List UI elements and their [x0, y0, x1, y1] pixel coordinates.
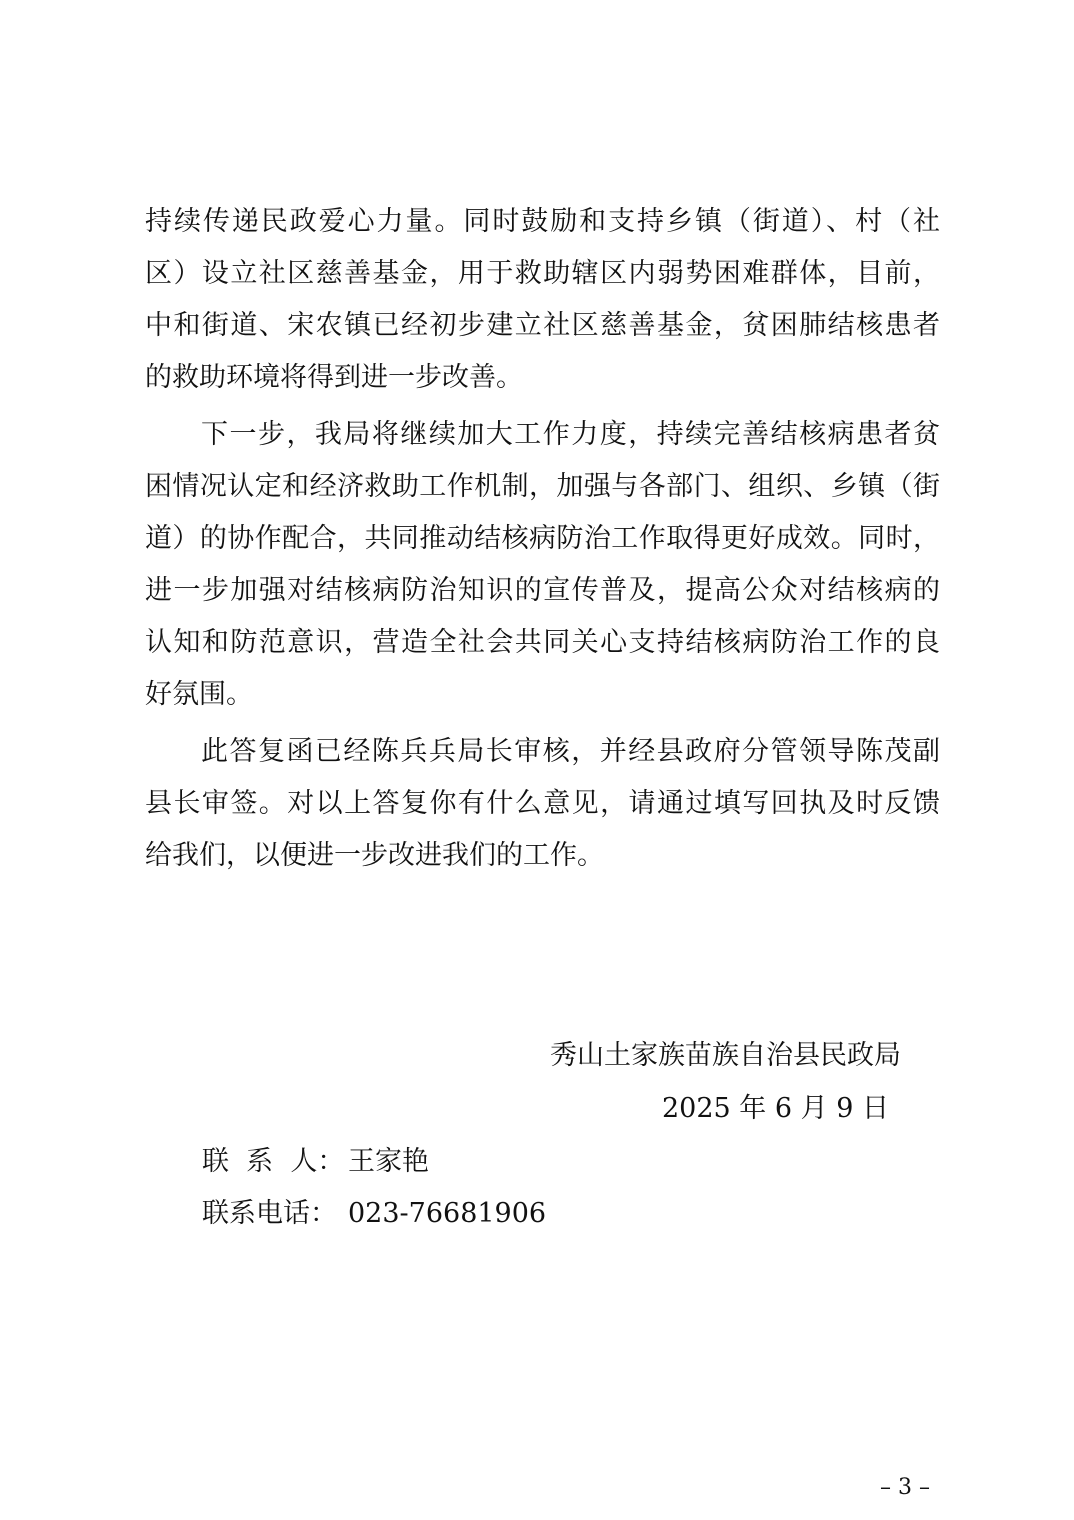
contact-person-name: 王家艳: [348, 1146, 429, 1177]
text-line: 困情况认定和经济救助工作机制，加强与各部门、组织、乡镇（街: [145, 471, 940, 502]
text-line: 区）设立社区慈善基金，用于救助辖区内弱势困难群体，目前，: [145, 258, 940, 289]
signing-organization: 秀山土家族苗族自治县民政局: [550, 1040, 901, 1071]
text-line: 进一步加强对结核病防治知识的宣传普及，提高公众对结核病的: [145, 575, 940, 606]
contact-person-row: [202, 1136, 702, 1188]
contact-phone-number: 023-76681906: [348, 1198, 547, 1229]
text-line: 下一步，我局将继续加大工作力度，持续完善结核病患者贫: [201, 419, 940, 450]
text-line: 认知和防范意识，营造全社会共同关心支持结核病防治工作的良: [145, 627, 940, 658]
signing-date: 2025 年 6 月 9 日: [662, 1093, 889, 1124]
paragraph-2: [145, 409, 940, 721]
text-line: 县长审签。对以上答复你有什么意见，请通过填写回执及时反馈: [145, 788, 940, 819]
contact-person-label: 联 系 人：: [202, 1146, 345, 1177]
text-line: 好氛围。: [145, 679, 253, 710]
letter-body: [145, 196, 940, 882]
paragraph-3: [145, 726, 940, 882]
text-line: 中和街道、宋农镇已经初步建立社区慈善基金，贫困肺结核患者: [145, 310, 940, 341]
text-line: 持续传递民政爱心力量。同时鼓励和支持乡镇（街道）、村（社: [145, 206, 940, 237]
text-line: 道）的协作配合，共同推动结核病防治工作取得更好成效。同时，: [145, 523, 940, 554]
text-line: 的救助环境将得到进一步改善。: [145, 362, 523, 393]
page-number: – 3 –: [880, 1475, 930, 1500]
text-line: 给我们，以便进一步改进我们的工作。: [145, 840, 604, 871]
contact-block: [202, 1136, 702, 1240]
contact-phone-label: 联系电话：: [202, 1198, 337, 1229]
text-line: 此答复函已经陈兵兵局长审核，并经县政府分管领导陈茂副: [201, 736, 940, 767]
contact-phone-row: [202, 1188, 702, 1240]
paragraph-1: [145, 196, 940, 404]
